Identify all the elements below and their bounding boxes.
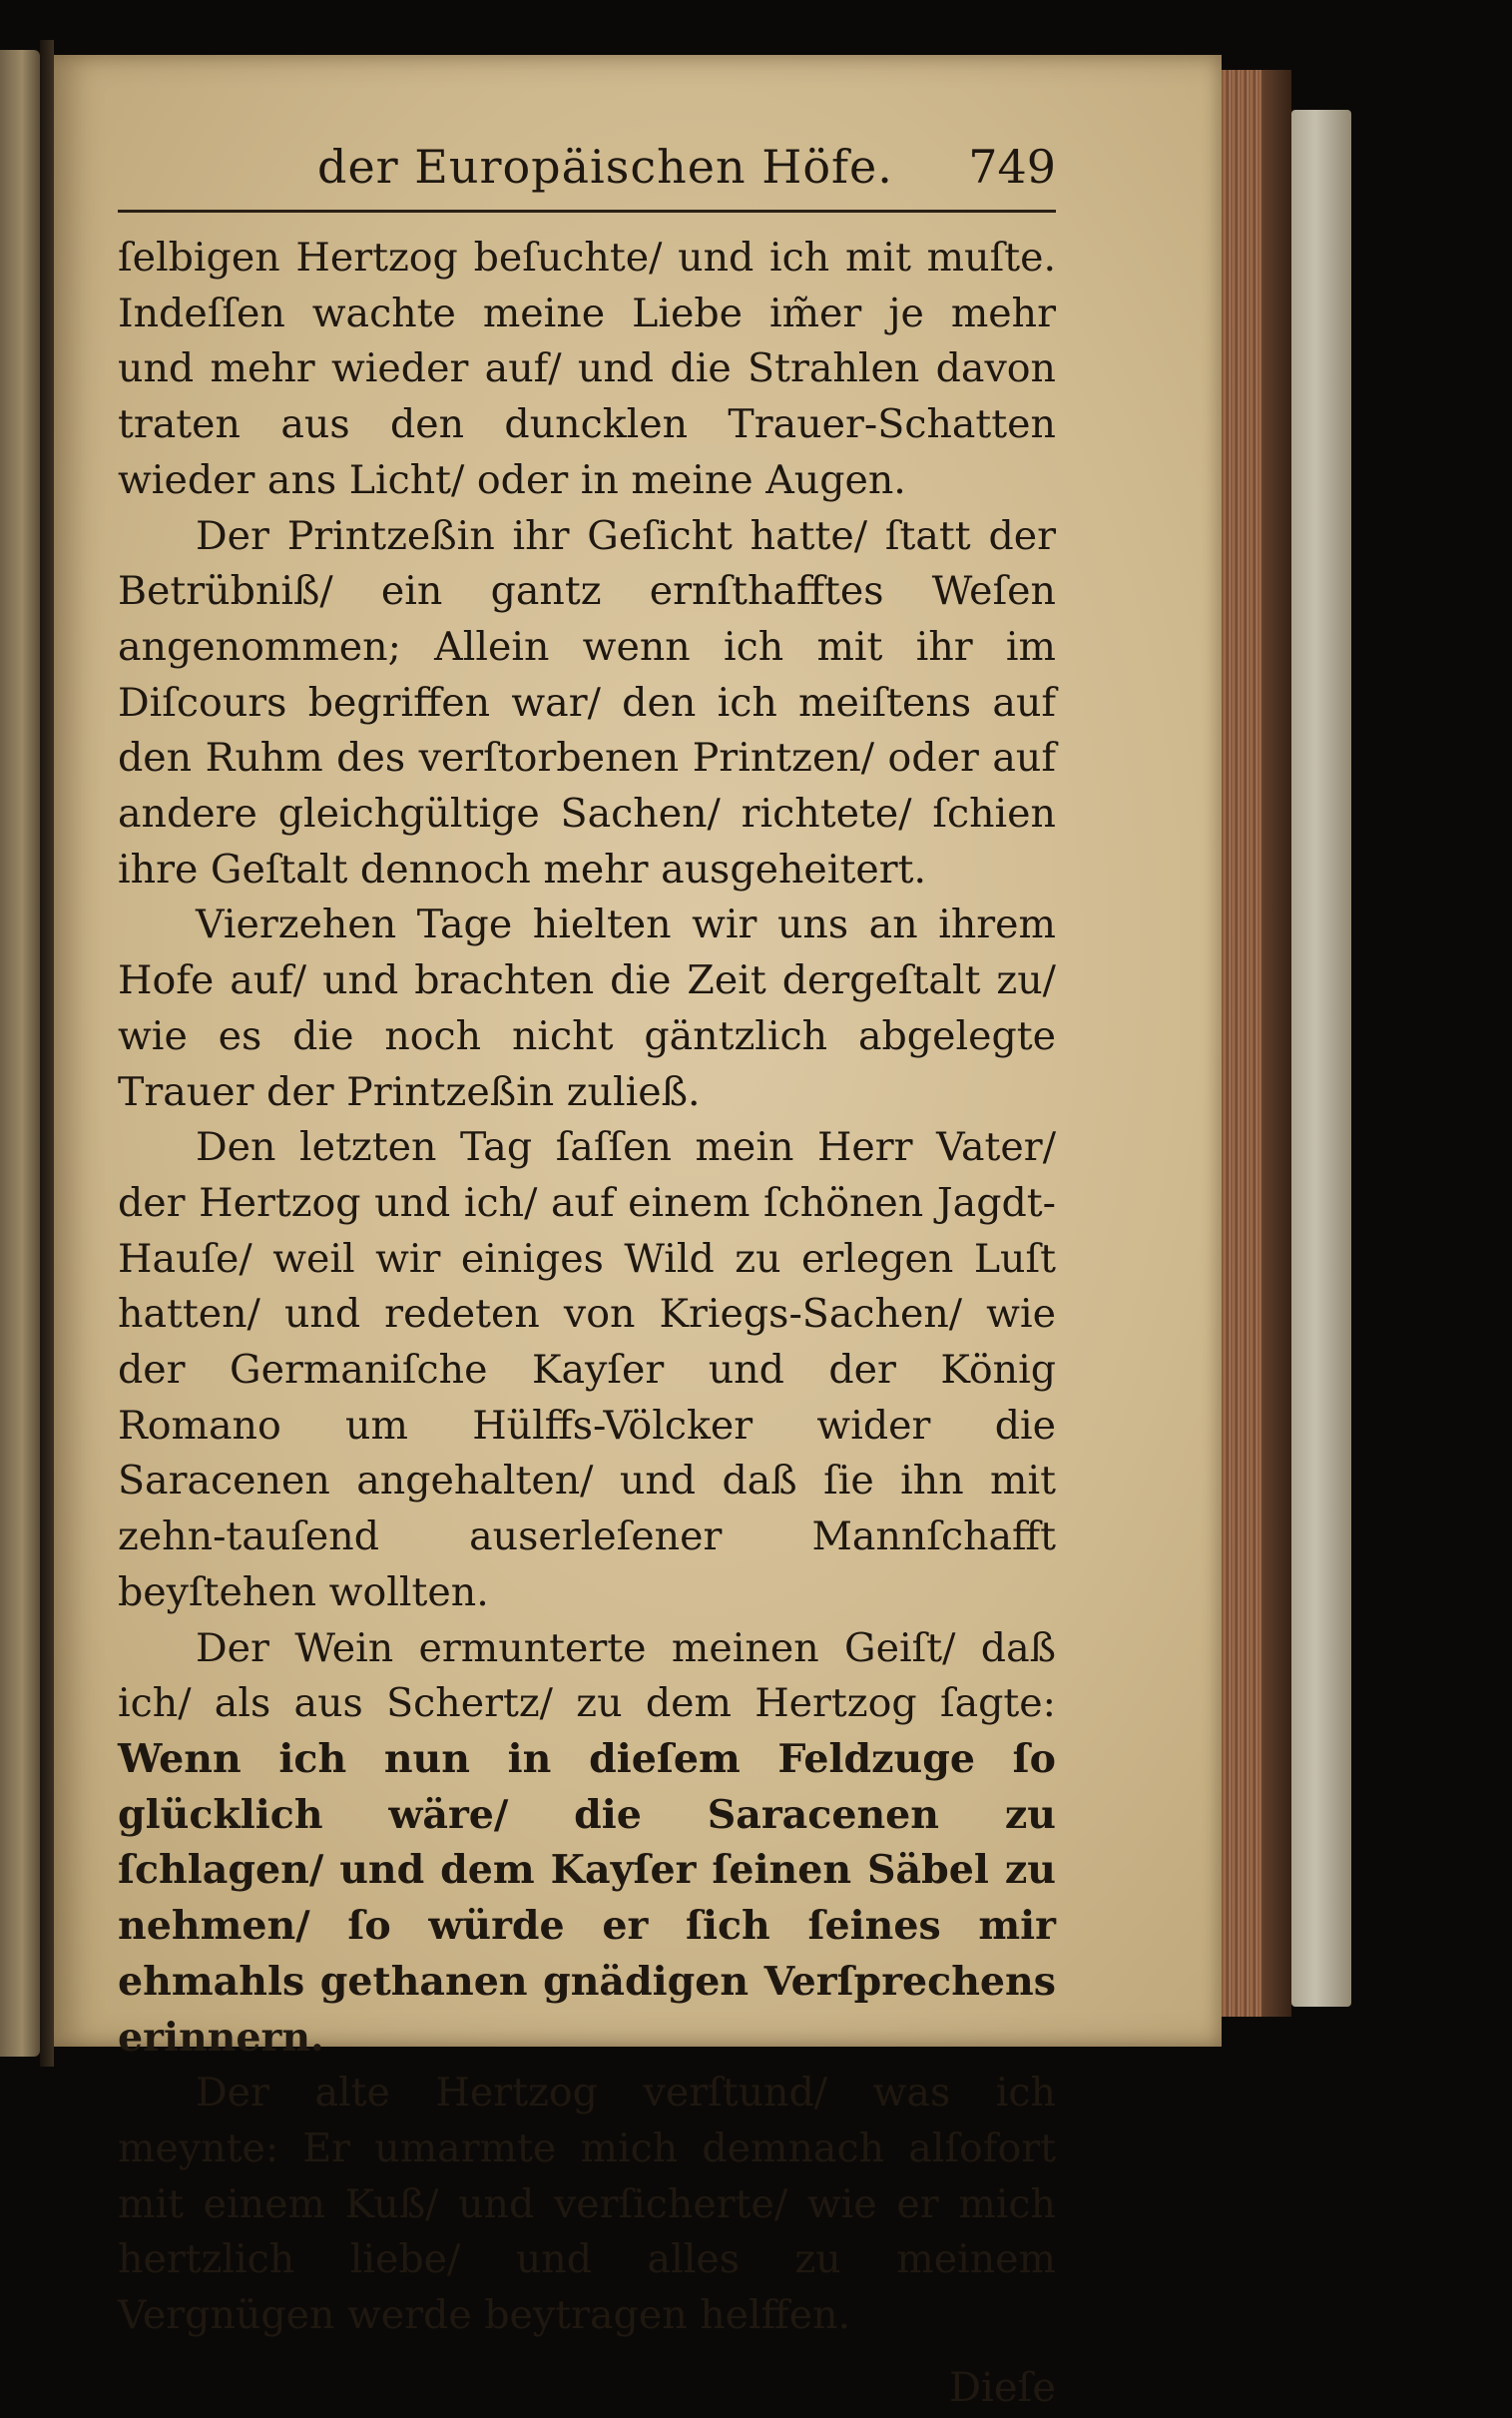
paragraph-text: Der alte Hertzog verſtund/ was ich meynte: Er umarmte mich demnach alſofort mit einem Kuß/ und verſicherte/ wie er mich hertzlich liebe/ und alles zu meinem Vergnügen werde beytragen helffen. xyxy=(118,2070,1056,2339)
page-text-block xyxy=(118,130,1056,2418)
paragraph-5 xyxy=(118,1621,1056,2067)
book-spine xyxy=(1291,110,1351,2007)
paragraph-text: Der Printzeßin ihr Geſicht hatte/ ſtatt der Betrübniß/ ein gantz ernſthafftes Weſen angenommen; Allein wenn ich mit ihr im Diſcours begriffen war/ den ich meiſtens auf den Ruhm des verſtorbenen Printzen/ oder auf andere gleichgültige Sachen/ richtete/ ſchien ihre Geſtalt dennoch mehr ausgeheitert. xyxy=(118,512,1056,893)
paragraph-text: Der Wein ermunterte meinen Geiſt/ daß ich/ als aus Schertz/ zu dem Hertzog ſagte: xyxy=(118,1624,1056,1727)
catchword: Dieſe xyxy=(948,2364,1056,2411)
paragraph-1 xyxy=(118,231,1056,509)
running-head-title: der Europäischen Höfe. xyxy=(317,140,893,194)
paragraph-6 xyxy=(118,2066,1056,2344)
paragraph-3 xyxy=(118,898,1056,1120)
previous-page-edge xyxy=(0,50,40,2057)
page-edges xyxy=(1222,70,1291,2017)
book-gutter xyxy=(40,40,54,2067)
running-head xyxy=(118,130,1056,213)
page-number: 749 xyxy=(968,140,1056,194)
paragraph-text: ſelbigen Hertzog beſuchte/ und ich mit muſte. Indeſſen wachte meine Liebe im̃er je mehr und mehr wieder auf/ und die Strahlen davon traten aus den duncklen Trauer-Schatten wieder ans Licht/ oder in meine Augen. xyxy=(118,235,1056,503)
emphasized-quote: Wenn ich nun in dieſem Feldzuge ſo glücklich wäre/ die Saracenen zu ſchlagen/ und dem Kayſer ſeinen Säbel zu nehmen/ ſo würde er ſich ſeines mir ehmahls gethanen gnädigen Verſprechens erinnern. xyxy=(118,1735,1056,2061)
paragraph-4 xyxy=(118,1120,1056,1620)
paragraph-2 xyxy=(118,509,1056,899)
paragraph-text: Vierzehen Tage hielten wir uns an ihrem Hofe auf/ und brachten die Zeit dergeſtalt zu/ wie es die noch nicht gäntzlich abgelegte Trauer der Printzeßin zuließ. xyxy=(118,902,1056,1115)
paragraph-text: Den letzten Tag ſaſſen mein Herr Vater/ der Hertzog und ich/ auf einem ſchönen Jagdt-Hauſe/ weil wir einiges Wild zu erlegen Luſt hatten/ und redeten von Kriegs-Sachen/ wie der Germaniſche Kayſer und der König Romano um Hülffs-Völcker wider die Saracenen angehalten/ und daß ſie ihn mit zehn-tauſend auserleſener Mannſchafft beyſtehen wollten. xyxy=(118,1124,1056,1615)
